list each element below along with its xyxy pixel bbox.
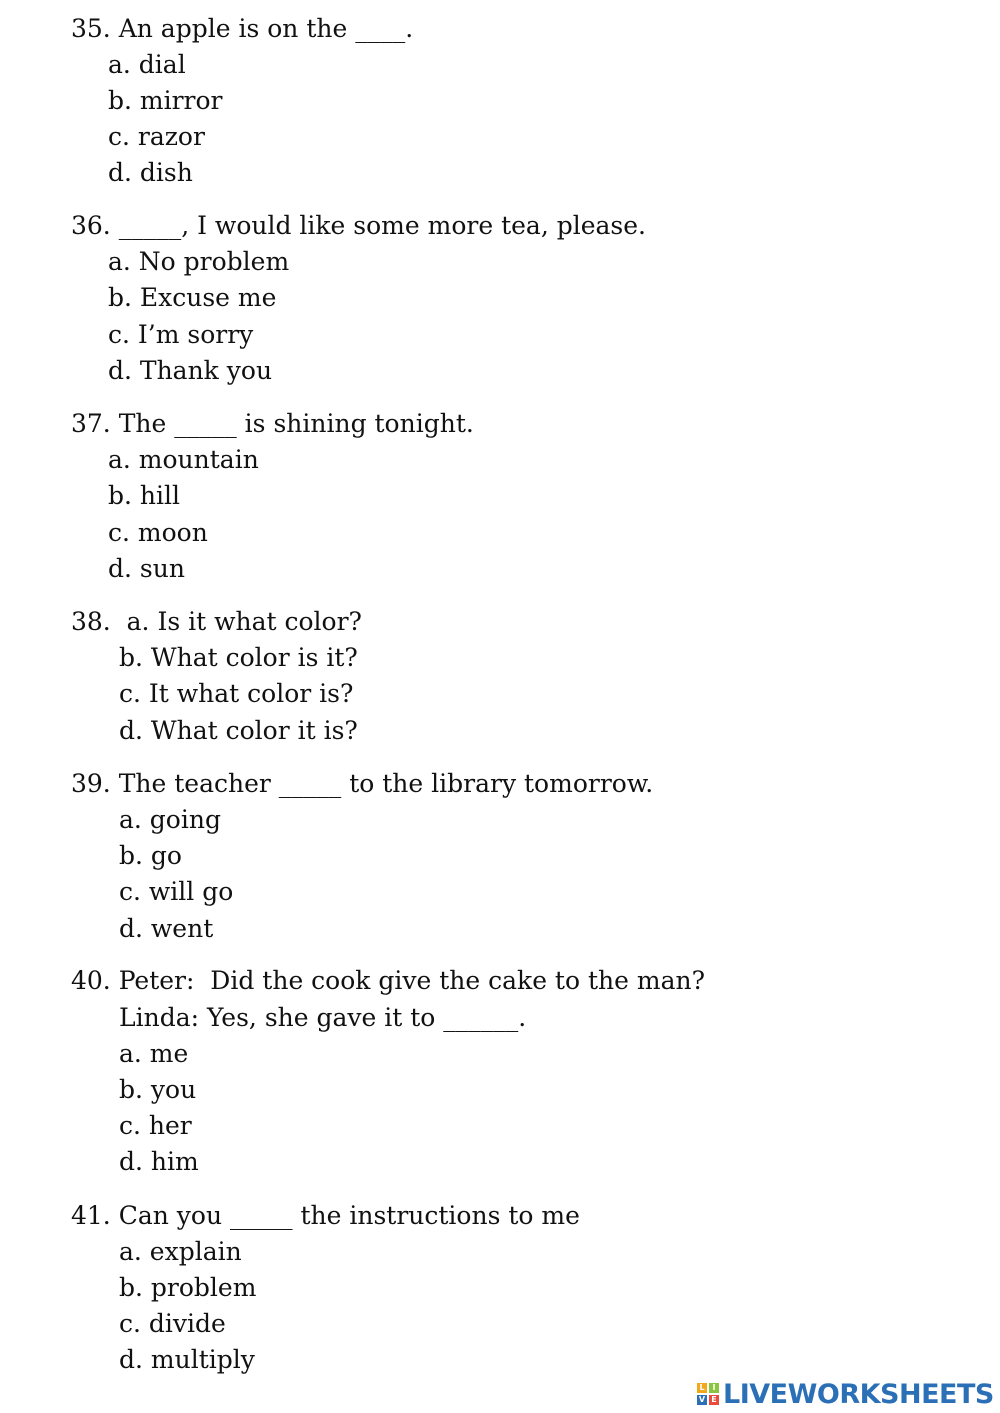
question-37-option-d[interactable]: d. sun: [108, 554, 185, 583]
liveworksheets-logo: [697, 1377, 994, 1411]
liveworksheets-logo-text: LIVEWORKSHEETS: [723, 1378, 994, 1410]
question-37-stem: 37. The _____ is shining tonight.: [71, 409, 474, 438]
logo-mark-cell-v: V: [698, 1395, 706, 1404]
question-41-option-d[interactable]: d. multiply: [119, 1345, 255, 1374]
question-39-stem: 39. The teacher _____ to the library tomorrow.: [71, 769, 654, 798]
question-39-option-c[interactable]: c. will go: [119, 877, 234, 906]
question-40-dialog: Linda: Yes, she gave it to ______.: [119, 1003, 527, 1032]
question-36-option-b[interactable]: b. Excuse me: [108, 283, 277, 312]
question-38-option-c[interactable]: c. It what color is?: [119, 679, 354, 708]
question-36-option-d[interactable]: d. Thank you: [108, 356, 273, 385]
question-37-option-b[interactable]: b. hill: [108, 481, 180, 510]
liveworksheets-logo-icon: [697, 1383, 719, 1405]
logo-mark-cell-e: E: [709, 1395, 719, 1405]
question-41-option-c[interactable]: c. divide: [119, 1309, 226, 1338]
question-41-option-a[interactable]: a. explain: [119, 1237, 242, 1266]
question-40-option-b[interactable]: b. you: [119, 1075, 197, 1104]
question-40-option-c[interactable]: c. her: [119, 1111, 192, 1140]
logo-mark-cell-i: I: [709, 1383, 719, 1393]
question-36-option-a[interactable]: a. No problem: [108, 247, 290, 276]
question-39-option-a[interactable]: a. going: [119, 805, 221, 834]
question-36-option-c[interactable]: c. I’m sorry: [108, 320, 254, 349]
question-41-stem: 41. Can you _____ the instructions to me: [71, 1201, 580, 1230]
question-40-option-d[interactable]: d. him: [119, 1147, 199, 1176]
question-41-option-b[interactable]: b. problem: [119, 1273, 257, 1302]
question-35-option-d[interactable]: d. dish: [108, 158, 193, 187]
question-35-option-b[interactable]: b. mirror: [108, 86, 223, 115]
question-39-option-b[interactable]: b. go: [119, 841, 182, 870]
question-38-option-b[interactable]: b. What color is it?: [119, 643, 358, 672]
question-35-stem: 35. An apple is on the ____.: [71, 14, 414, 43]
logo-mark-cell-l: L: [697, 1383, 707, 1393]
question-39-option-d[interactable]: d. went: [119, 914, 214, 943]
question-36-stem: 36. _____, I would like some more tea, please.: [71, 211, 646, 240]
question-37-option-c[interactable]: c. moon: [108, 518, 208, 547]
question-35-option-a[interactable]: a. dial: [108, 50, 186, 79]
question-40-stem: 40. Peter: Did the cook give the cake to the man?: [71, 966, 705, 995]
question-35-option-c[interactable]: c. razor: [108, 122, 205, 151]
question-38-stem[interactable]: 38. a. Is it what color?: [71, 607, 362, 636]
question-37-option-a[interactable]: a. mountain: [108, 445, 259, 474]
question-40-option-a[interactable]: a. me: [119, 1039, 189, 1068]
question-38-option-d[interactable]: d. What color it is?: [119, 716, 358, 745]
